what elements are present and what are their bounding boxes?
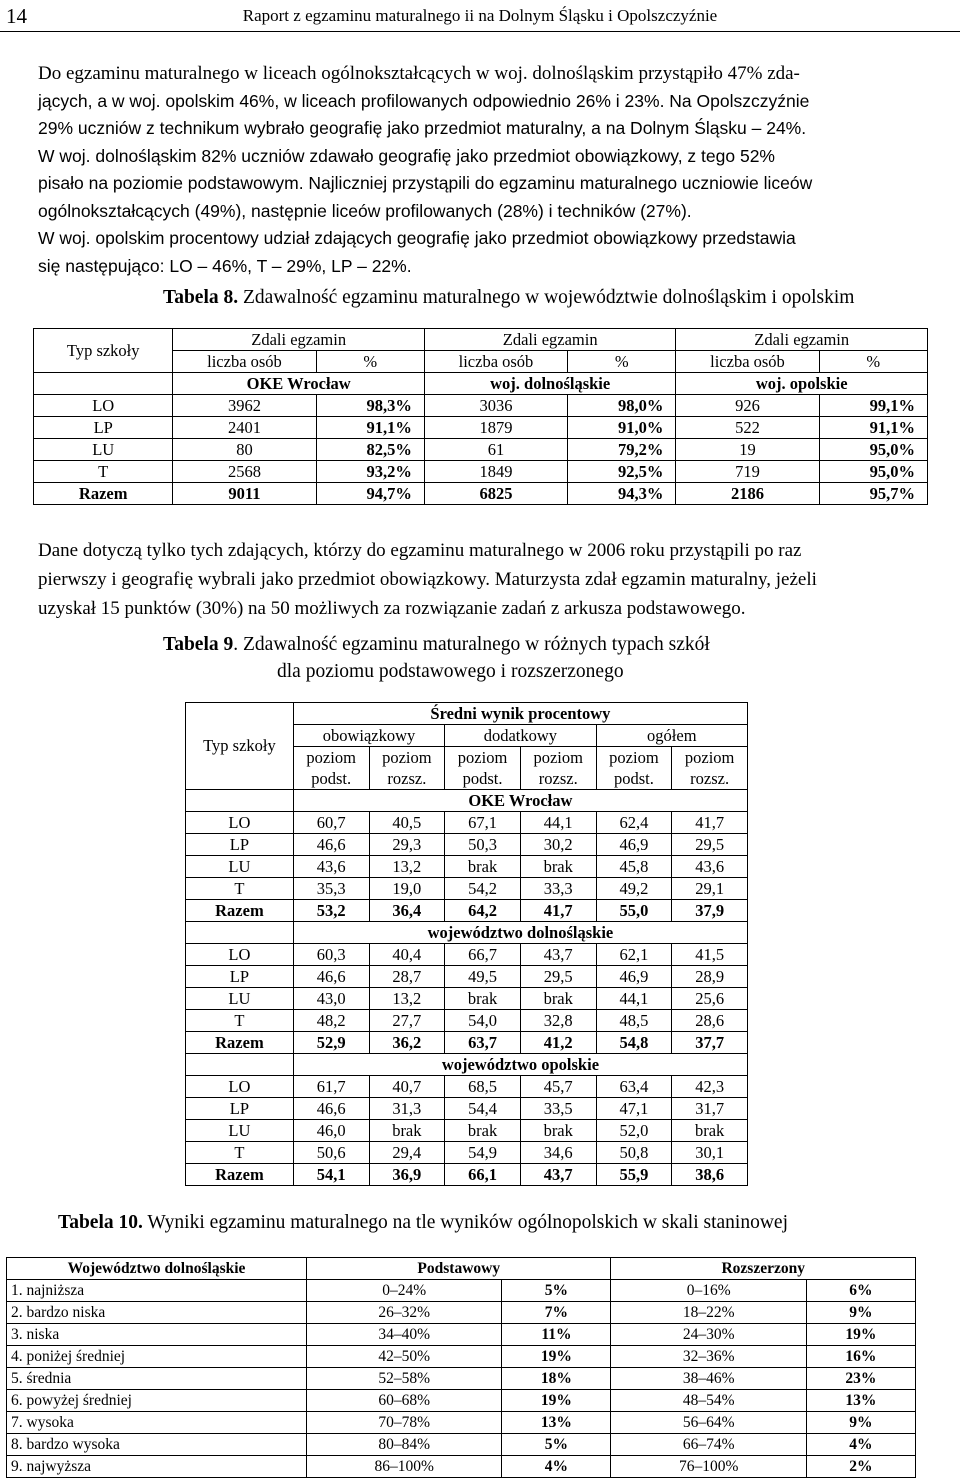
table9-cell: 67,1 [445, 812, 521, 834]
table10-cell: 9% [806, 1302, 915, 1324]
table8-cell: 91,0% [568, 417, 676, 439]
table9-section-title: województwo dolnośląskie [293, 922, 747, 944]
table9-caption-text: . Zdawalność egzaminu maturalnego w różnych typach szkół [233, 634, 710, 655]
table10-row-label: 6. powyżej średniej [7, 1390, 307, 1412]
table9-row [186, 834, 748, 856]
table9-section-title: OKE Wrocław [293, 790, 747, 812]
table8-sub-pct: % [316, 351, 424, 373]
table9-cell: 44,1 [596, 988, 672, 1010]
table9-row-type: LP [186, 966, 294, 988]
table8-cell: 19 [676, 439, 819, 461]
table9-caption-line2: dla poziomu podstawowego i rozszerzonego [277, 661, 624, 682]
table9-empty-cell [186, 922, 294, 944]
table9-row [186, 878, 748, 900]
table9-cell: 36,9 [369, 1164, 445, 1186]
table10-cell: 5% [502, 1434, 611, 1456]
table9-cell: 54,0 [445, 1010, 521, 1032]
table10-row-label: 1. najniższa [7, 1280, 307, 1302]
table10-row [7, 1390, 916, 1412]
table9-cell: 32,8 [520, 1010, 596, 1032]
table10-cell: 34–40% [307, 1324, 502, 1346]
table8-region: OKE Wrocław [173, 373, 425, 395]
middle-line: uzyskał 15 punktów (30%) na 50 możliwych za rozwiązanie zadań z arkusza podstawowego. [38, 598, 746, 619]
table9-row-type: T [186, 1010, 294, 1032]
intro-line: 29% uczniów z technikum wybrało geografię jako przedmiot maturalny, a na Dolnym Śląsku – 24%. [38, 118, 807, 138]
table9-cell: 50,6 [293, 1142, 369, 1164]
table9-section-row [186, 790, 748, 812]
table9-cell: brak [520, 1120, 596, 1142]
table9-row [186, 966, 748, 988]
table9-empty-cell [186, 790, 294, 812]
table9-cell: 64,2 [445, 900, 521, 922]
table9-cell: 38,6 [672, 1164, 748, 1186]
table9-row [186, 812, 748, 834]
table9-sub-header: podst. [596, 768, 672, 790]
intro-line: pisało na poziomie podstawowym. Najliczniej przystąpili do egzaminu maturalnego uczniowie liceów [38, 173, 813, 193]
table8-region: woj. opolskie [676, 373, 928, 395]
table10-cell: 5% [502, 1280, 611, 1302]
table8-region: woj. dolnośląskie [424, 373, 676, 395]
table9-cell: 46,0 [293, 1120, 369, 1142]
table9-cell: 40,7 [369, 1076, 445, 1098]
table10-cell: 26–32% [307, 1302, 502, 1324]
table10-cell: 38–46% [611, 1368, 806, 1390]
table8-cell: 926 [676, 395, 819, 417]
table9-cell: 41,7 [520, 900, 596, 922]
table8-cell: 80 [173, 439, 316, 461]
table8-sub-pct: % [568, 351, 676, 373]
page-header [0, 0, 960, 32]
table9-cell: 29,1 [672, 878, 748, 900]
table8-cell: 98,3% [316, 395, 424, 417]
table8-cell: 3962 [173, 395, 316, 417]
table8-row [34, 483, 928, 505]
table8-cell: 2568 [173, 461, 316, 483]
table9-cell: 54,1 [293, 1164, 369, 1186]
table10-row-label: 4. poniżej średniej [7, 1346, 307, 1368]
table10-row [7, 1434, 916, 1456]
table9-row-type: Razem [186, 1164, 294, 1186]
header-rule [0, 31, 960, 32]
middle-line: Dane dotyczą tylko tych zdających, którzy do egzaminu maturalnego w 2006 roku przystąpili po raz [38, 540, 802, 561]
table10-cell: 13% [806, 1390, 915, 1412]
table9-caption [163, 634, 710, 656]
table9-cell: 27,7 [369, 1010, 445, 1032]
table9-cell: 49,5 [445, 966, 521, 988]
table10-cell: 60–68% [307, 1390, 502, 1412]
table10-row [7, 1412, 916, 1434]
table10-row [7, 1346, 916, 1368]
table9-cell: brak [445, 1120, 521, 1142]
table8-header-group: Zdali egzamin [424, 329, 676, 351]
table9-row [186, 944, 748, 966]
intro-line: jących, a w woj. opolskim 46%, w liceach profilowanych odpowiednio 26% i 23%. Na Opolszczyźnie [38, 90, 810, 111]
table8-cell: 93,2% [316, 461, 424, 483]
table9-row-type: LU [186, 988, 294, 1010]
table9-cell: 40,5 [369, 812, 445, 834]
table9-cell: 33,5 [520, 1098, 596, 1120]
table9-cell: brak [369, 1120, 445, 1142]
middle-line: pierwszy i geografię wybrali jako przedmiot obowiązkowy. Maturzysta zdał egzamin maturalny, jeżeli [38, 569, 817, 590]
table9-cell: 34,6 [520, 1142, 596, 1164]
table9-cell: brak [672, 1120, 748, 1142]
table9-cell: 30,2 [520, 834, 596, 856]
table10 [6, 1257, 916, 1478]
table9-row [186, 988, 748, 1010]
table9-row-type: LO [186, 944, 294, 966]
table9-cell: 28,6 [672, 1010, 748, 1032]
running-title: Raport z egzaminu maturalnego ii na Dolnym Śląsku i Opolszczyźnie [242, 6, 718, 25]
table10-row-label: 2. bardzo niska [7, 1302, 307, 1324]
table9-cell: 61,7 [293, 1076, 369, 1098]
table8-caption-label: Tabela 8. [163, 287, 239, 308]
table9-group-header: ogółem [596, 725, 747, 747]
table10-row-label: 3. niska [7, 1324, 307, 1346]
table9-row [186, 900, 748, 922]
table9-cell: 28,9 [672, 966, 748, 988]
table9-cell: 43,7 [520, 1164, 596, 1186]
table9-caption-label: Tabela 9 [163, 634, 234, 655]
table9-cell: 28,7 [369, 966, 445, 988]
table9-cell: 36,2 [369, 1032, 445, 1054]
table8-cell: 92,5% [568, 461, 676, 483]
table9-header-type: Typ szkoły [186, 703, 294, 790]
table10-cell: 48–54% [611, 1390, 806, 1412]
table9-sub-header: poziom [293, 747, 369, 769]
table9-cell: 52,0 [596, 1120, 672, 1142]
table9-sub-header: poziom [445, 747, 521, 769]
table10-row [7, 1456, 916, 1478]
table10-cell: 0–24% [307, 1280, 502, 1302]
table10-cell: 80–84% [307, 1434, 502, 1456]
table10-cell: 0–16% [611, 1280, 806, 1302]
table8 [33, 328, 928, 505]
table9-cell: 13,2 [369, 856, 445, 878]
table9-cell: 29,4 [369, 1142, 445, 1164]
table8-sub-pct: % [819, 351, 927, 373]
intro-line: ogólnokształcących (49%), następnie liceów profilowanych (28%) i techników (27%). [38, 200, 692, 221]
table10-header-extended: Rozszerzony [611, 1258, 916, 1280]
table8-cell: 522 [676, 417, 819, 439]
table9-row [186, 1120, 748, 1142]
table9-row [186, 856, 748, 878]
table9-cell: 60,7 [293, 812, 369, 834]
table8-row-type: LO [34, 395, 173, 417]
table10-cell: 56–64% [611, 1412, 806, 1434]
table9-cell: 29,3 [369, 834, 445, 856]
table9-cell: 36,4 [369, 900, 445, 922]
table9-cell: 41,5 [672, 944, 748, 966]
table10-cell: 86–100% [307, 1456, 502, 1478]
table8-row-type: LP [34, 417, 173, 439]
table8-row [34, 417, 928, 439]
table8-sub-count: liczba osób [676, 351, 819, 373]
table9-cell: 54,4 [445, 1098, 521, 1120]
table9-cell: 41,2 [520, 1032, 596, 1054]
table8-row-type: LU [34, 439, 173, 461]
table8-cell: 82,5% [316, 439, 424, 461]
table10-row-label: 9. najwyższa [7, 1456, 307, 1478]
table9-cell: 43,6 [672, 856, 748, 878]
table9-cell: 43,0 [293, 988, 369, 1010]
table10-row [7, 1280, 916, 1302]
table9-cell: 54,2 [445, 878, 521, 900]
table8-row [34, 439, 928, 461]
table9-cell: 53,2 [293, 900, 369, 922]
table10-cell: 66–74% [611, 1434, 806, 1456]
table8-cell: 94,3% [568, 483, 676, 505]
table9-cell: 46,6 [293, 966, 369, 988]
table9-cell: 48,2 [293, 1010, 369, 1032]
table9-row [186, 1098, 748, 1120]
table10-cell: 11% [502, 1324, 611, 1346]
table9-sub-header: poziom [596, 747, 672, 769]
intro-line: W woj. opolskim procentowy udział zdających geografię jako przedmiot obowiązkowy przedstawia [38, 228, 796, 248]
table9-sub-header: rozsz. [369, 768, 445, 790]
table9-section-row [186, 922, 748, 944]
table9-cell: 19,0 [369, 878, 445, 900]
table9-cell: 66,1 [445, 1164, 521, 1186]
table9-cell: 46,6 [293, 834, 369, 856]
table8-row [34, 461, 928, 483]
intro-line: się następująco: LO – 46%, T – 29%, LP – 22%. [38, 255, 412, 276]
table9-cell: 30,1 [672, 1142, 748, 1164]
table9-cell: 50,8 [596, 1142, 672, 1164]
table8-cell: 3036 [424, 395, 567, 417]
table10-cell: 19% [806, 1324, 915, 1346]
table9-cell: 33,3 [520, 878, 596, 900]
table8-header-group: Zdali egzamin [676, 329, 928, 351]
table10-cell: 18–22% [611, 1302, 806, 1324]
table9-row [186, 1142, 748, 1164]
table10-cell: 76–100% [611, 1456, 806, 1478]
table9 [185, 702, 748, 1186]
table9-cell: 37,7 [672, 1032, 748, 1054]
table8-cell: 1879 [424, 417, 567, 439]
table10-cell: 4% [806, 1434, 915, 1456]
table8-row [34, 395, 928, 417]
table9-cell: 68,5 [445, 1076, 521, 1098]
table9-sub-header: poziom [672, 747, 748, 769]
table9-main-header: Średni wynik procentowy [293, 703, 747, 725]
table9-cell: 50,3 [445, 834, 521, 856]
table9-cell: brak [445, 856, 521, 878]
table10-cell: 32–36% [611, 1346, 806, 1368]
table9-cell: 54,8 [596, 1032, 672, 1054]
table10-cell: 2% [806, 1456, 915, 1478]
table9-row-type: T [186, 1142, 294, 1164]
table8-cell: 95,0% [819, 461, 927, 483]
table9-row-type: Razem [186, 900, 294, 922]
table8-cell: 95,0% [819, 439, 927, 461]
table9-group-header: dodatkowy [445, 725, 596, 747]
table9-sub-header: podst. [445, 768, 521, 790]
table10-row-label: 7. wysoka [7, 1412, 307, 1434]
table9-group-header: obowiązkowy [293, 725, 444, 747]
table8-cell: 91,1% [316, 417, 424, 439]
intro-line: W woj. dolnośląskim 82% uczniów zdawało geografię jako przedmiot obowiązkowy, z tego 52% [38, 145, 775, 166]
table10-caption-label: Tabela 10. [58, 1212, 143, 1233]
table9-cell: 49,2 [596, 878, 672, 900]
table8-caption-text: Zdawalność egzaminu maturalnego w województwie dolnośląskim i opolskim [238, 287, 855, 308]
table8-sub-count: liczba osób [173, 351, 316, 373]
table9-row [186, 1164, 748, 1186]
table9-cell: 63,4 [596, 1076, 672, 1098]
table9-cell: 66,7 [445, 944, 521, 966]
table10-cell: 24–30% [611, 1324, 806, 1346]
table9-cell: 42,3 [672, 1076, 748, 1098]
table9-row [186, 1032, 748, 1054]
table9-row-type: LO [186, 1076, 294, 1098]
table9-cell: 63,7 [445, 1032, 521, 1054]
table9-cell: 46,9 [596, 834, 672, 856]
table9-cell: 13,2 [369, 988, 445, 1010]
table9-sub-header: poziom [369, 747, 445, 769]
table9-cell: brak [520, 988, 596, 1010]
table9-cell: 46,9 [596, 966, 672, 988]
table10-cell: 7% [502, 1302, 611, 1324]
table9-row-type: T [186, 878, 294, 900]
table10-cell: 52–58% [307, 1368, 502, 1390]
table9-cell: 55,0 [596, 900, 672, 922]
table9-empty-cell [186, 1054, 294, 1076]
table10-cell: 13% [502, 1412, 611, 1434]
table8-row-type: Razem [34, 483, 173, 505]
table9-cell: 48,5 [596, 1010, 672, 1032]
table9-sub-header: podst. [293, 768, 369, 790]
table9-cell: 44,1 [520, 812, 596, 834]
table10-cell: 19% [502, 1346, 611, 1368]
table8-sub-count: liczba osób [424, 351, 567, 373]
table9-row-type: LU [186, 1120, 294, 1142]
table10-row [7, 1302, 916, 1324]
table8-cell: 99,1% [819, 395, 927, 417]
table9-row-type: LP [186, 834, 294, 856]
table9-cell: 31,3 [369, 1098, 445, 1120]
table9-cell: 52,9 [293, 1032, 369, 1054]
table8-row-type: T [34, 461, 173, 483]
table9-cell: 62,4 [596, 812, 672, 834]
table9-cell: 45,8 [596, 856, 672, 878]
table10-row [7, 1324, 916, 1346]
table8-cell: 91,1% [819, 417, 927, 439]
table8-cell: 6825 [424, 483, 567, 505]
table9-row-type: LO [186, 812, 294, 834]
table9-sub-header: rozsz. [520, 768, 596, 790]
table8-cell: 2186 [676, 483, 819, 505]
table9-sub-header: rozsz. [672, 768, 748, 790]
table9-cell: brak [445, 988, 521, 1010]
table8-cell: 1849 [424, 461, 567, 483]
table9-cell: 41,7 [672, 812, 748, 834]
table10-cell: 19% [502, 1390, 611, 1412]
table8-cell: 2401 [173, 417, 316, 439]
table9-cell: 29,5 [672, 834, 748, 856]
table8-cell: 9011 [173, 483, 316, 505]
table9-sub-header: poziom [520, 747, 596, 769]
table9-row [186, 1010, 748, 1032]
table9-cell: 43,7 [520, 944, 596, 966]
table9-row-type: LU [186, 856, 294, 878]
table9-cell: 43,6 [293, 856, 369, 878]
intro-paragraph [38, 60, 948, 280]
page-number: 14 [6, 4, 27, 28]
table10-caption-text: Wyniki egzaminu maturalnego na tle wyników ogólnopolskich w skali staninowej [142, 1212, 788, 1233]
table8-cell: 94,7% [316, 483, 424, 505]
table9-row [186, 1076, 748, 1098]
table10-header-region: Województwo dolnośląskie [7, 1258, 307, 1280]
table8-header-group: Zdali egzamin [173, 329, 425, 351]
table8-cell: 79,2% [568, 439, 676, 461]
table10-cell: 9% [806, 1412, 915, 1434]
table10-row-label: 8. bardzo wysoka [7, 1434, 307, 1456]
table9-cell: 55,9 [596, 1164, 672, 1186]
table8-caption [163, 287, 854, 309]
table10-cell: 42–50% [307, 1346, 502, 1368]
table10-cell: 23% [806, 1368, 915, 1390]
table9-section-row [186, 1054, 748, 1076]
table8-cell: 95,7% [819, 483, 927, 505]
table8-header-type: Typ szkoły [34, 329, 173, 373]
table10-caption [58, 1212, 788, 1234]
table9-cell: 40,4 [369, 944, 445, 966]
table9-cell: 46,6 [293, 1098, 369, 1120]
table9-section-title: województwo opolskie [293, 1054, 747, 1076]
table9-cell: 60,3 [293, 944, 369, 966]
table8-cell: 61 [424, 439, 567, 461]
table10-cell: 70–78% [307, 1412, 502, 1434]
table9-cell: 29,5 [520, 966, 596, 988]
table9-cell: 35,3 [293, 878, 369, 900]
table9-cell: 45,7 [520, 1076, 596, 1098]
table9-row-type: LP [186, 1098, 294, 1120]
table10-row-label: 5. średnia [7, 1368, 307, 1390]
table9-cell: 54,9 [445, 1142, 521, 1164]
table10-header-basic: Podstawowy [307, 1258, 611, 1280]
table8-empty-cell [34, 373, 173, 395]
table9-row-type: Razem [186, 1032, 294, 1054]
table9-cell: 37,9 [672, 900, 748, 922]
table9-cell: brak [520, 856, 596, 878]
table9-cell: 25,6 [672, 988, 748, 1010]
table10-cell: 6% [806, 1280, 915, 1302]
intro-line: Do egzaminu maturalnego w liceach ogólnokształcących w woj. dolnośląskim przystąpiło 47% zda- [38, 63, 800, 84]
table10-row [7, 1368, 916, 1390]
table10-cell: 16% [806, 1346, 915, 1368]
table10-cell: 18% [502, 1368, 611, 1390]
table9-cell: 31,7 [672, 1098, 748, 1120]
table9-cell: 62,1 [596, 944, 672, 966]
middle-paragraph [38, 536, 948, 623]
table8-cell: 98,0% [568, 395, 676, 417]
table10-cell: 4% [502, 1456, 611, 1478]
table9-cell: 47,1 [596, 1098, 672, 1120]
table8-cell: 719 [676, 461, 819, 483]
